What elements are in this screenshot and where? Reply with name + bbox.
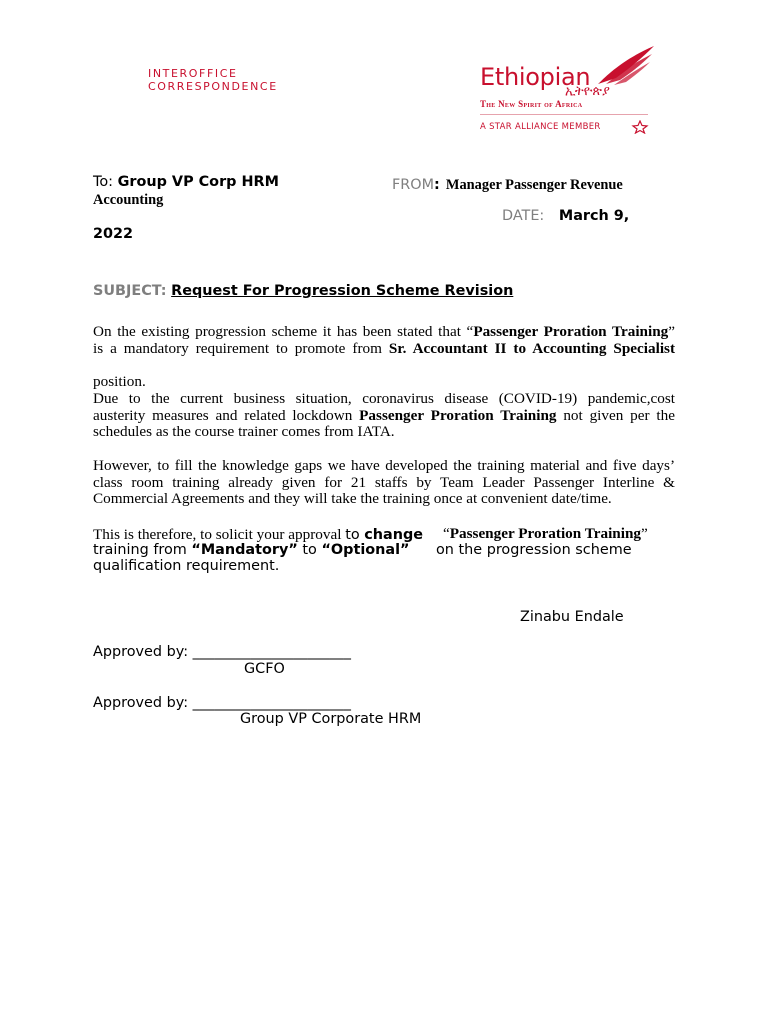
p4-text-a: This is therefore, to solicit your approval bbox=[93, 526, 346, 543]
correspondence-label: CORRESPONDENCE bbox=[148, 80, 278, 93]
to-value: Group VP Corp HRM bbox=[117, 174, 279, 190]
p1-text-a: On the existing progression scheme it has been stated that “ bbox=[93, 323, 474, 340]
date-line bbox=[502, 208, 629, 224]
paragraph-2 bbox=[93, 391, 675, 441]
paragraph-3 bbox=[93, 458, 675, 508]
brand-name: Ethiopian bbox=[480, 63, 591, 91]
approval-2-label: Approved by: bbox=[93, 695, 193, 711]
p2-text-a: Due to the current business situation, coronavirus disease (COVID-19) pandemic,cost bbox=[93, 390, 675, 407]
p4-text-i: to bbox=[297, 542, 322, 558]
logo-divider bbox=[480, 114, 648, 115]
to-label: To: bbox=[93, 174, 113, 190]
p2-text-b: austerity measures and related lockdown bbox=[93, 406, 360, 424]
p3-text-b: class room training already given for 21 staffs by Team Leader Passenger Interline & bbox=[93, 473, 675, 491]
approval-2 bbox=[93, 695, 351, 711]
signatory-name: Zinabu Endale bbox=[520, 609, 624, 625]
interoffice-label: INTEROFFICE bbox=[148, 67, 238, 80]
subject-line bbox=[93, 283, 513, 299]
approval-1-label: Approved by: bbox=[93, 644, 193, 660]
approval-1-signature-line: ______________________ bbox=[192, 644, 351, 660]
approval-1-title: GCFO bbox=[244, 661, 285, 677]
p1-bold-training: Passenger Proration Training bbox=[473, 323, 669, 340]
p4-bold-change: change bbox=[364, 527, 424, 543]
p2-text-e: schedules as the course trainer comes from IATA. bbox=[93, 423, 395, 441]
paragraph-4-training-name bbox=[443, 525, 648, 543]
approval-2-signature-line: ______________________ bbox=[192, 695, 351, 711]
p4-bold-optional: “Optional” bbox=[321, 542, 410, 558]
paragraph-4-line-3: qualification requirement. bbox=[93, 558, 280, 574]
date-year: 2022 bbox=[93, 226, 134, 242]
p4-text-b: to bbox=[345, 527, 365, 543]
p1-bold-positions: Sr. Accountant II to Accounting Specialist bbox=[388, 339, 676, 357]
subject-label: SUBJECT: bbox=[93, 283, 167, 299]
p1-text-c: ” bbox=[668, 323, 675, 340]
alliance-text: A STAR ALLIANCE MEMBER bbox=[480, 122, 601, 132]
p4-close-quote: ” bbox=[641, 525, 648, 542]
from-line bbox=[392, 174, 623, 194]
from-value: Manager Passenger Revenue bbox=[445, 177, 623, 193]
p3-text-c: Commercial Agreements and they will take the training once at convenient date/time. bbox=[93, 490, 612, 508]
p1-text-d: is a mandatory requirement to promote from bbox=[93, 339, 389, 357]
p1-text-f: position. bbox=[93, 373, 146, 391]
approval-2-title: Group VP Corporate HRM bbox=[240, 711, 422, 727]
p4-bold-mandatory: “Mandatory” bbox=[191, 542, 298, 558]
subject-value: Request For Progression Scheme Revision bbox=[171, 283, 514, 299]
p2-bold-training: Passenger Proration Training bbox=[359, 406, 557, 424]
date-value: March 9, bbox=[558, 208, 630, 224]
from-label: FROM bbox=[392, 177, 435, 193]
p4-open-quote: “ bbox=[443, 525, 450, 542]
paragraph-4-line-2-end: on the progression scheme bbox=[436, 542, 632, 558]
paragraph-4-line-2 bbox=[93, 542, 410, 558]
p3-text-a: However, to fill the knowledge gaps we have developed the training material and five days’ bbox=[93, 457, 675, 474]
to-line bbox=[93, 174, 279, 190]
p4-text-g: training from bbox=[93, 542, 192, 558]
p4-bold-training: Passenger Proration Training bbox=[449, 525, 642, 542]
from-colon: : bbox=[434, 177, 440, 193]
date-label: DATE: bbox=[502, 208, 545, 224]
approval-1 bbox=[93, 644, 351, 660]
ethiopian-logo bbox=[478, 44, 658, 136]
wing-icon bbox=[596, 44, 656, 88]
brand-amharic: ኢትዮጵያ bbox=[565, 84, 610, 99]
p2-text-d: not given per the bbox=[556, 406, 675, 424]
star-alliance-icon bbox=[629, 120, 651, 134]
brand-tagline: The New Spirit of Africa bbox=[480, 99, 583, 109]
paragraph-1 bbox=[93, 324, 675, 391]
to-dept: Accounting bbox=[93, 192, 164, 208]
